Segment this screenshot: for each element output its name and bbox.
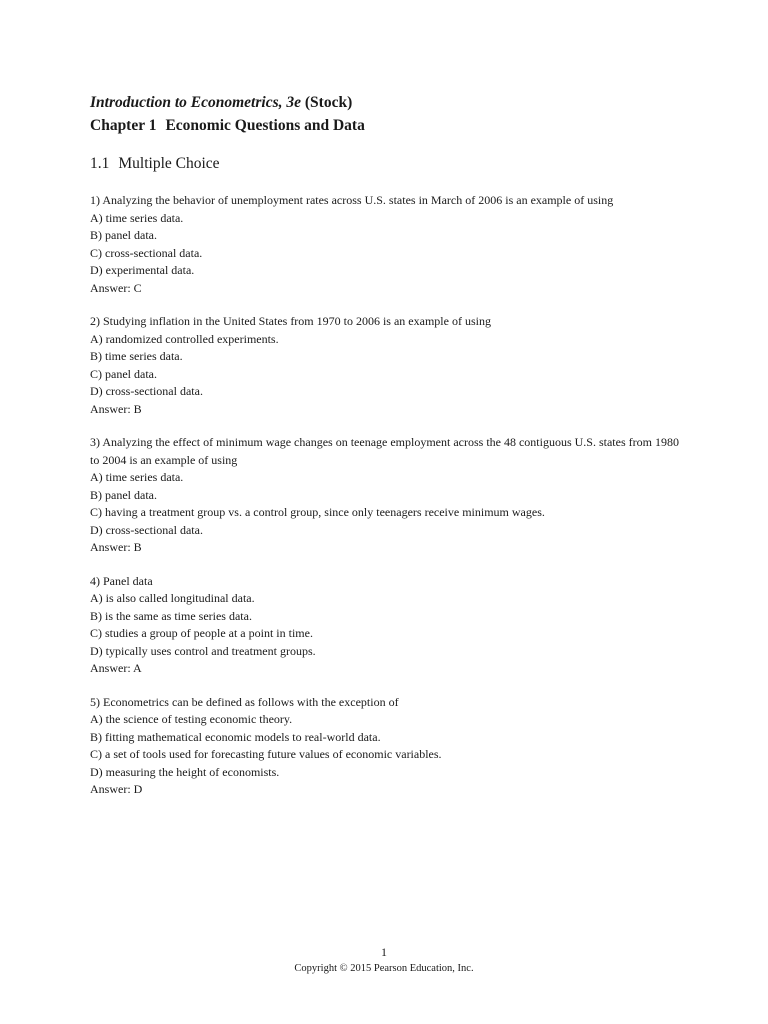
question-stem: 5) Econometrics can be defined as follows with the exception of [90,694,399,709]
option-a: A) randomized controlled experiments. [90,331,279,346]
option-c: C) a set of tools used for forecasting future values of economic variables. [90,747,442,761]
question-stem: 2) Studying inflation in the United States from 1970 to 2006 is an example of using [90,314,491,328]
option-d: D) cross-sectional data. [90,522,203,537]
answer: Answer: B [90,540,142,554]
chapter-title: Economic Questions and Data [165,117,365,134]
option-c: C) cross-sectional data. [90,245,203,260]
question-stem: 4) Panel data [90,573,153,588]
option-c: C) panel data. [90,366,157,381]
document-page [90,93,690,799]
option-d: D) cross-sectional data. [90,384,203,398]
question-2 [90,313,690,418]
section-number: 1.1 [90,155,110,172]
copyright-notice: Copyright © 2015 Pearson Education, Inc. [294,963,474,974]
book-title-line [90,93,690,113]
option-d: D) typically uses control and treatment groups. [90,643,316,658]
answer: Answer: D [90,782,143,796]
option-a: A) time series data. [90,210,184,225]
book-title: Introduction to Econometrics, 3e [90,94,301,111]
answer: Answer: C [90,280,142,295]
question-3 [90,434,690,557]
question-4 [90,573,690,678]
section-title: Multiple Choice [118,155,220,172]
question-1 [90,192,690,297]
option-a: A) is also called longitudinal data. [90,591,255,605]
question-list [90,192,690,799]
chapter-heading [90,116,690,136]
answer: Answer: B [90,401,142,416]
chapter-number: Chapter 1 [90,117,157,134]
book-author: (Stock) [304,94,353,111]
question-stem: 3) Analyzing the effect of minimum wage changes on teenage employment across the 48 contiguous U.S. states from 1980 to 2004 is an example of using [90,435,679,467]
option-b: B) is the same as time series data. [90,608,252,623]
option-d: D) measuring the height of economists. [90,764,280,779]
option-c: C) studies a group of people at a point in time. [90,626,313,640]
answer: Answer: A [90,661,142,675]
option-b: B) time series data. [90,349,183,363]
question-stem: 1) Analyzing the behavior of unemployment rates across U.S. states in March of 2006 is an example of using [90,193,614,207]
option-a: A) the science of testing economic theory. [90,712,293,726]
option-c: C) having a treatment group vs. a control group, since only teenagers receive minimum wages. [90,505,545,519]
option-d: D) experimental data. [90,263,195,277]
option-b: B) panel data. [90,228,157,242]
question-5 [90,694,690,799]
page-number: 1 [381,945,387,959]
option-a: A) time series data. [90,470,184,484]
section-heading [90,154,690,174]
option-b: B) fitting mathematical economic models to real-world data. [90,729,381,744]
option-b: B) panel data. [90,487,157,502]
